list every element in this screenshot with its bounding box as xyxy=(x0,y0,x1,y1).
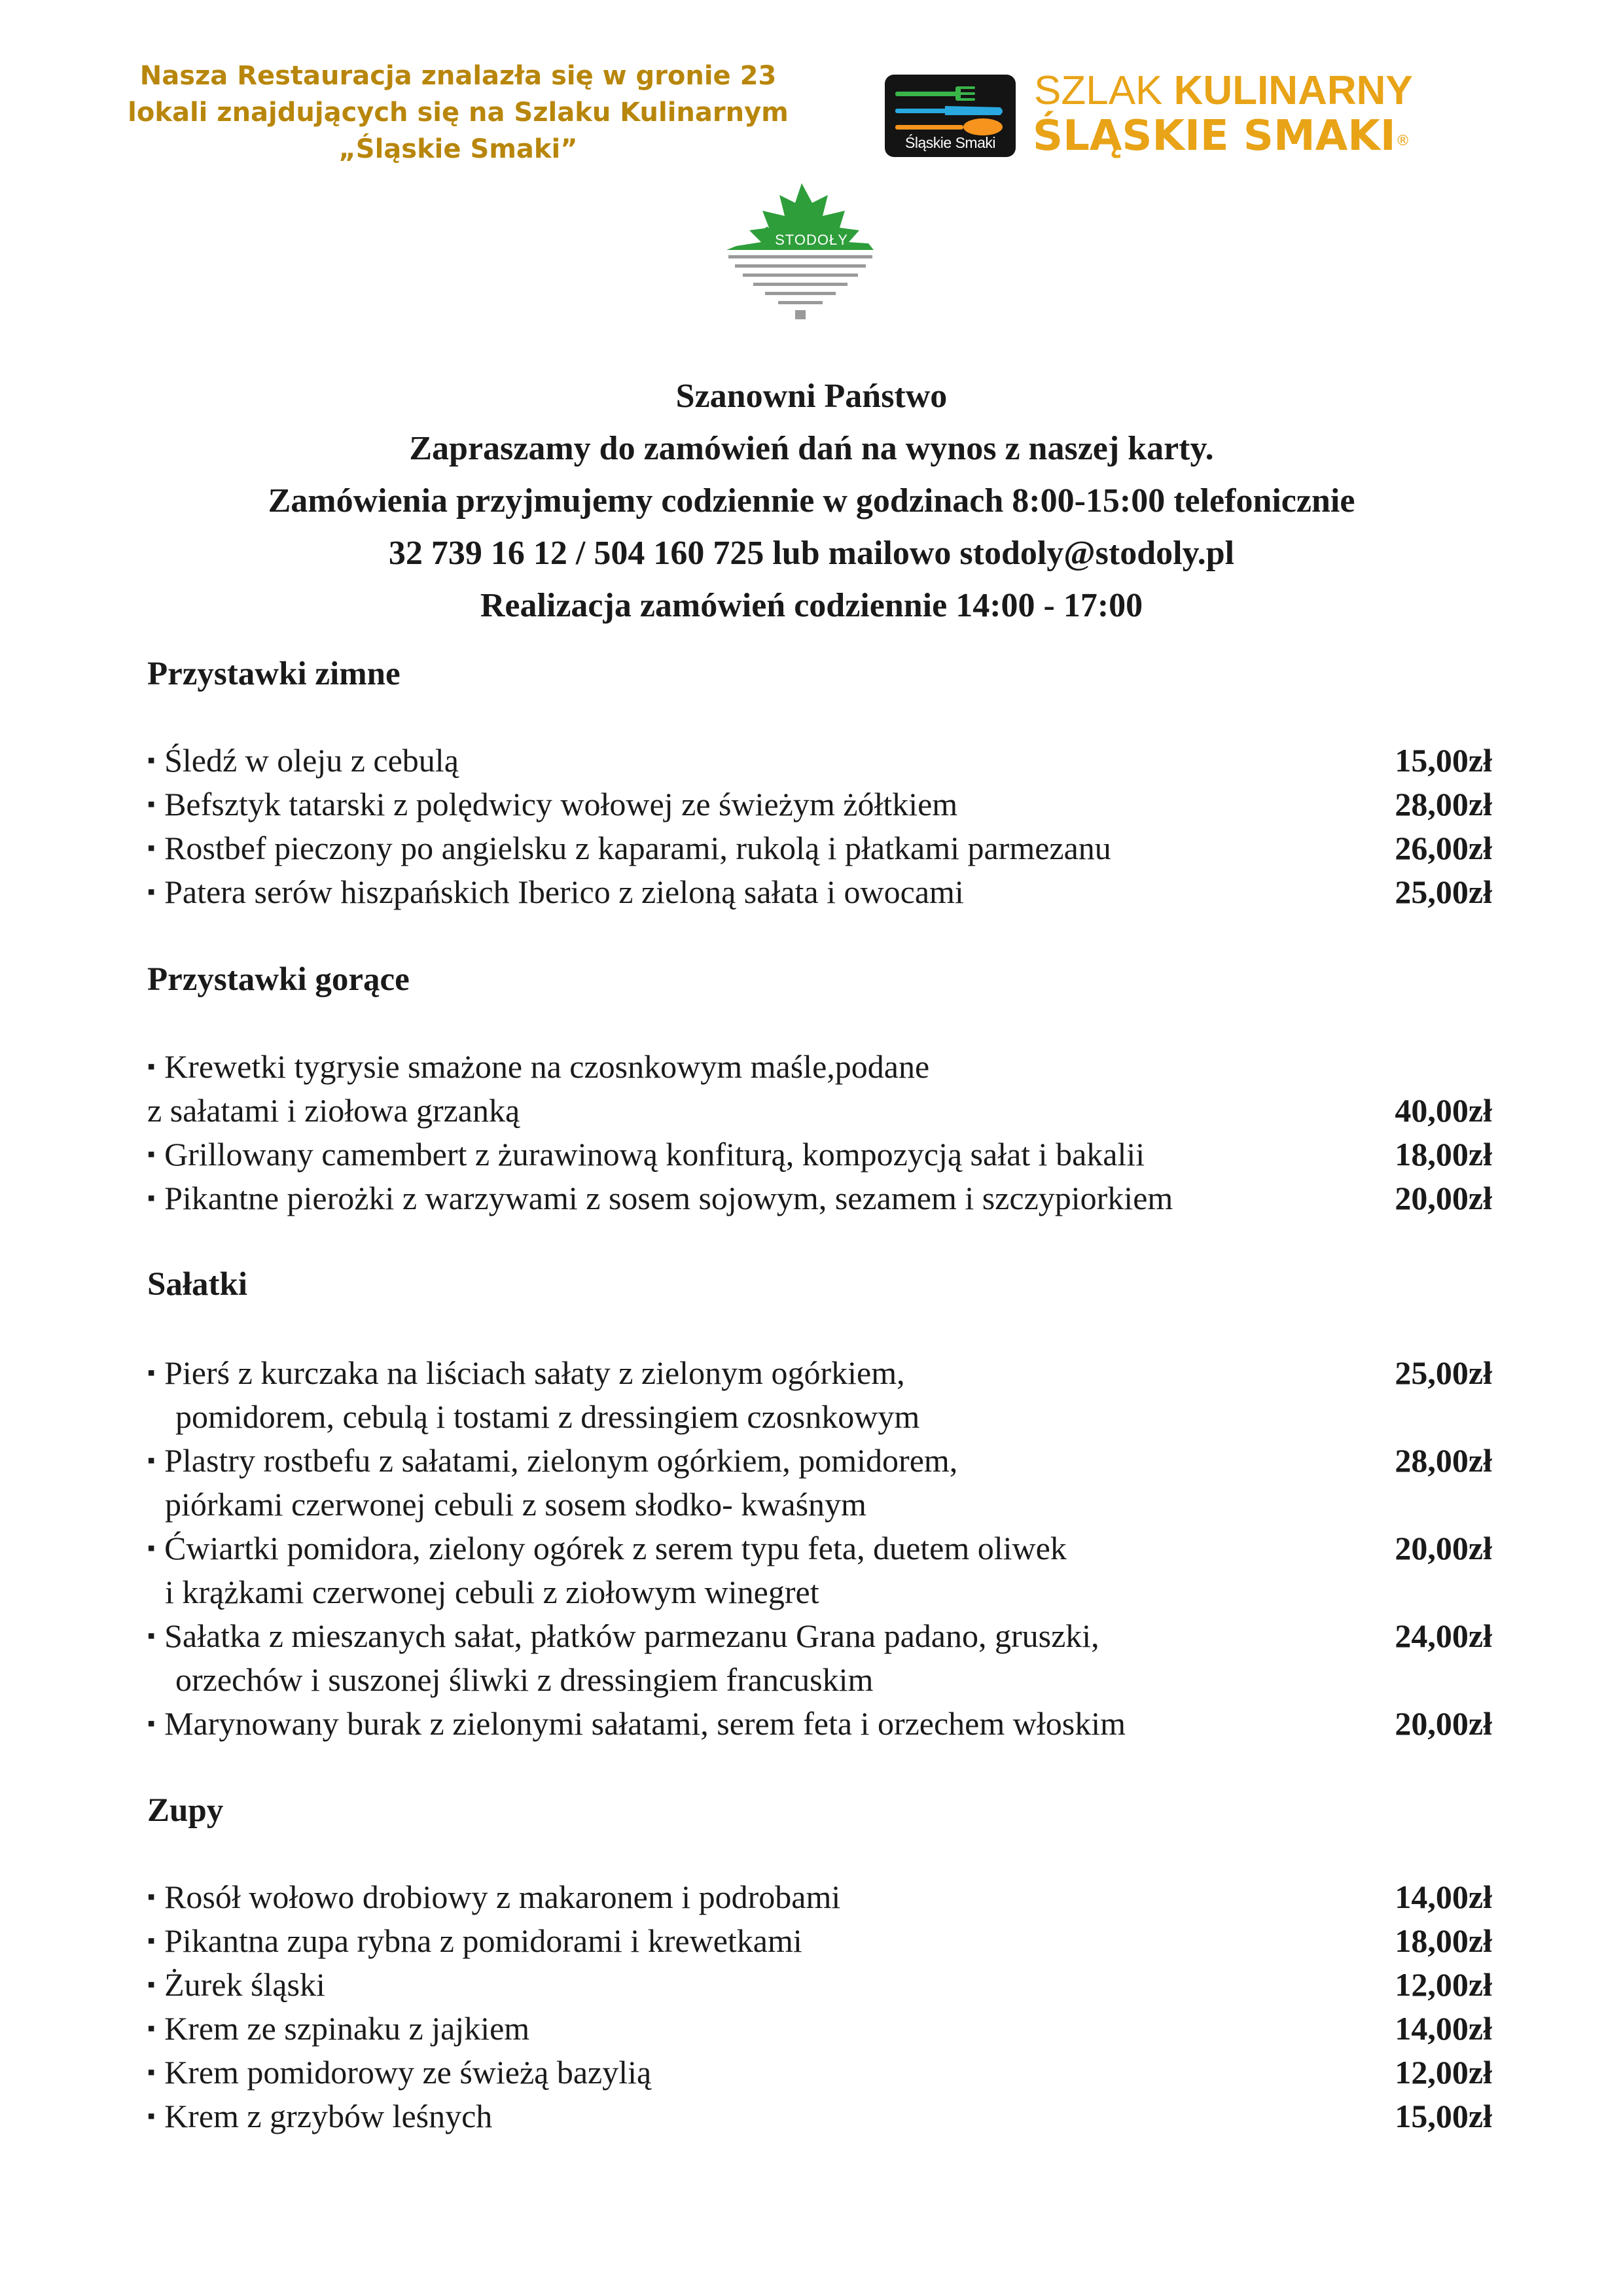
menu-item-text: Krem z grzybów leśnych xyxy=(164,2098,493,2134)
menu-item-price: 12,00zł xyxy=(1395,2054,1492,2091)
bullet-icon: ▪ xyxy=(147,1449,156,1473)
menu-item-text: Sałatka z mieszanych sałat, płatków parmezanu Grana padano, gruszki, xyxy=(164,1617,1099,1654)
order-hours: Zamówienia przyjmujemy codziennie w godzinach 8:00-15:00 telefonicznie xyxy=(268,482,1355,520)
menu-item-text: Plastry rostbefu z sałatami, zielonym ogórkiem, pomidorem, xyxy=(164,1442,958,1479)
slaskie-smaki-title xyxy=(1033,113,1410,160)
bullet-icon: ▪ xyxy=(147,1929,156,1953)
menu-item-text: Pikantne pierożki z warzywami z sosem sojowym, sezamem i szczypiorkiem xyxy=(164,1180,1173,1216)
badge-caption: Śląskie Smaki xyxy=(905,134,995,151)
menu-item-name xyxy=(147,1921,802,1961)
greeting: Szanowni Państwo xyxy=(675,378,948,415)
menu-item-price: 20,00zł xyxy=(1395,1180,1492,1216)
menu-item-name xyxy=(147,1353,905,1393)
menu-item-description: i krążkami czerwonej cebuli z ziołowym winegret xyxy=(165,1574,819,1610)
note-line: „Śląskie Smaki” xyxy=(338,134,578,164)
bullet-icon: ▪ xyxy=(147,1361,156,1385)
menu-item-text: Pikantna zupa rybna z pomidorami i krewetkami xyxy=(164,1922,802,1959)
section-title: Zupy xyxy=(147,1792,224,1829)
menu-item-text: Marynowany burak z zielonymi sałatami, serem feta i orzechem włoskim xyxy=(164,1705,1126,1742)
bullet-icon: ▪ xyxy=(147,2060,156,2085)
restaurant-note xyxy=(98,58,818,168)
bullet-icon: ▪ xyxy=(147,836,156,860)
menu-item-price: 12,00zł xyxy=(1395,1966,1492,2003)
invitation: Zapraszamy do zamówień dań na wynos z naszej karty. xyxy=(409,430,1214,467)
menu-item-text: Befsztyk tatarski z polędwicy wołowej ze świeżym żółtkiem xyxy=(164,786,958,822)
menu-item-text: Grillowany camembert z żurawinową konfiturą, kompozycją sałat i bakalii xyxy=(164,1136,1145,1173)
menu-item-price: 18,00zł xyxy=(1395,1136,1492,1173)
fulfilment-hours: Realizacja zamówień codziennie 14:00 - 17:00 xyxy=(480,587,1143,624)
menu-item-name xyxy=(147,1047,929,1087)
menu-item-price: 15,00zł xyxy=(1395,2098,1492,2134)
bullet-icon: ▪ xyxy=(147,2104,156,2128)
note-line: lokali znajdujących się na Szlaku Kulinarnym xyxy=(128,97,789,128)
menu-item-name xyxy=(147,2096,492,2136)
menu-item-price: 28,00zł xyxy=(1395,786,1492,822)
menu-item-name xyxy=(147,1178,1173,1218)
menu-item-name xyxy=(147,2053,651,2093)
menu-item-name xyxy=(147,1441,957,1481)
menu-item-text: Pierś z kurczaka na liściach sałaty z zielonym ogórkiem, xyxy=(164,1354,905,1391)
slaskie-smaki-badge-logo xyxy=(885,75,1016,157)
menu-item-description: piórkami czerwonej cebuli z sosem słodko- kwaśnym xyxy=(165,1486,866,1523)
menu-item-name xyxy=(147,785,957,824)
slaskie-smaki-words: ŚLĄSKIE SMAKI xyxy=(1033,112,1396,160)
section-title: Przystawki zimne xyxy=(147,656,401,692)
menu-item-text: Żurek śląski xyxy=(164,1966,325,2003)
menu-item-text: Rosół wołowo drobiowy z makaronem i podrobami xyxy=(164,1879,841,1915)
szlak-word: SZLAK xyxy=(1034,68,1163,113)
menu-item-text: Krem ze szpinaku z jajkiem xyxy=(164,2010,530,2047)
bullet-icon: ▪ xyxy=(147,1536,156,1561)
menu-item-description: z sałatami i ziołowa grzanką xyxy=(147,1092,520,1129)
stodoly-logo-text: STODOŁY xyxy=(775,232,848,248)
menu-item-name xyxy=(147,741,459,781)
menu-item-text: Krewetki tygrysie smażone na czosnkowym maśle,podane xyxy=(164,1048,930,1085)
menu-item-name xyxy=(147,1965,325,2005)
menu-item-text: Krem pomidorowy ze świeżą bazylią xyxy=(164,2054,652,2091)
menu-item-name xyxy=(147,1704,1126,1744)
menu-item-text: Ćwiartki pomidora, zielony ogórek z serem typu feta, duetem oliwek xyxy=(164,1530,1067,1566)
menu-item-description: orzechów i suszonej śliwki z dressingiem francuskim xyxy=(175,1661,874,1698)
bullet-icon: ▪ xyxy=(147,1055,156,1079)
szlak-kulinarny-title xyxy=(1034,68,1413,114)
menu-item-name xyxy=(147,2009,529,2049)
menu-item-price: 14,00zł xyxy=(1395,1879,1492,1915)
bullet-icon: ▪ xyxy=(147,880,156,904)
bullet-icon: ▪ xyxy=(147,792,156,817)
menu-item-name xyxy=(147,872,964,912)
menu-item-price: 24,00zł xyxy=(1395,1617,1492,1654)
menu-item-price: 18,00zł xyxy=(1395,1922,1492,1959)
bullet-icon: ▪ xyxy=(147,1142,156,1167)
menu-item-price: 25,00zł xyxy=(1395,1354,1492,1391)
bullet-icon: ▪ xyxy=(147,1624,156,1648)
contact-phones-email: 32 739 16 12 / 504 160 725 lub mailowo stodoly@stodoly.pl xyxy=(388,535,1235,572)
menu-item-price: 26,00zł xyxy=(1395,830,1492,866)
menu-item-text: Rostbef pieczony po angielsku z kaparami, rukolą i płatkami parmezanu xyxy=(164,830,1111,866)
menu-item-description: pomidorem, cebulą i tostami z dressingiem czosnkowym xyxy=(175,1398,920,1435)
menu-item-name xyxy=(147,1616,1099,1656)
registered-mark: ® xyxy=(1395,133,1410,149)
menu-item-price: 14,00zł xyxy=(1395,2010,1492,2047)
maple-leaf-icon xyxy=(697,178,897,328)
menu-item-name xyxy=(147,1135,1145,1174)
section-title: Sałatki xyxy=(147,1266,248,1303)
stodoly-logo xyxy=(697,178,897,328)
menu-item-price: 40,00zł xyxy=(1395,1092,1492,1129)
bullet-icon: ▪ xyxy=(147,1973,156,1997)
menu-item-name xyxy=(147,1877,840,1917)
bullet-icon: ▪ xyxy=(147,749,156,773)
menu-item-price: 25,00zł xyxy=(1395,874,1492,910)
menu-item-price: 20,00zł xyxy=(1395,1705,1492,1742)
section-title: Przystawki gorące xyxy=(147,961,410,998)
order-info-header xyxy=(0,370,1623,632)
bullet-icon: ▪ xyxy=(147,1885,156,1909)
menu-item-price: 20,00zł xyxy=(1395,1530,1492,1566)
menu-item-text: Patera serów hiszpańskich Iberico z zieloną sałata i owocami xyxy=(164,874,964,910)
note-line: Nasza Restauracja znalazła się w gronie 23 xyxy=(139,61,777,91)
menu-item-price: 28,00zł xyxy=(1395,1442,1492,1479)
menu-item-text: Śledź w oleju z cebulą xyxy=(164,742,459,779)
bullet-icon: ▪ xyxy=(147,2017,156,2041)
bullet-icon: ▪ xyxy=(147,1712,156,1736)
menu-item-name xyxy=(147,1528,1067,1568)
menu-item-price: 15,00zł xyxy=(1395,742,1492,779)
menu-item-name xyxy=(147,828,1111,868)
bullet-icon: ▪ xyxy=(147,1186,156,1210)
kulinarny-word: KULINARNY xyxy=(1173,68,1413,113)
